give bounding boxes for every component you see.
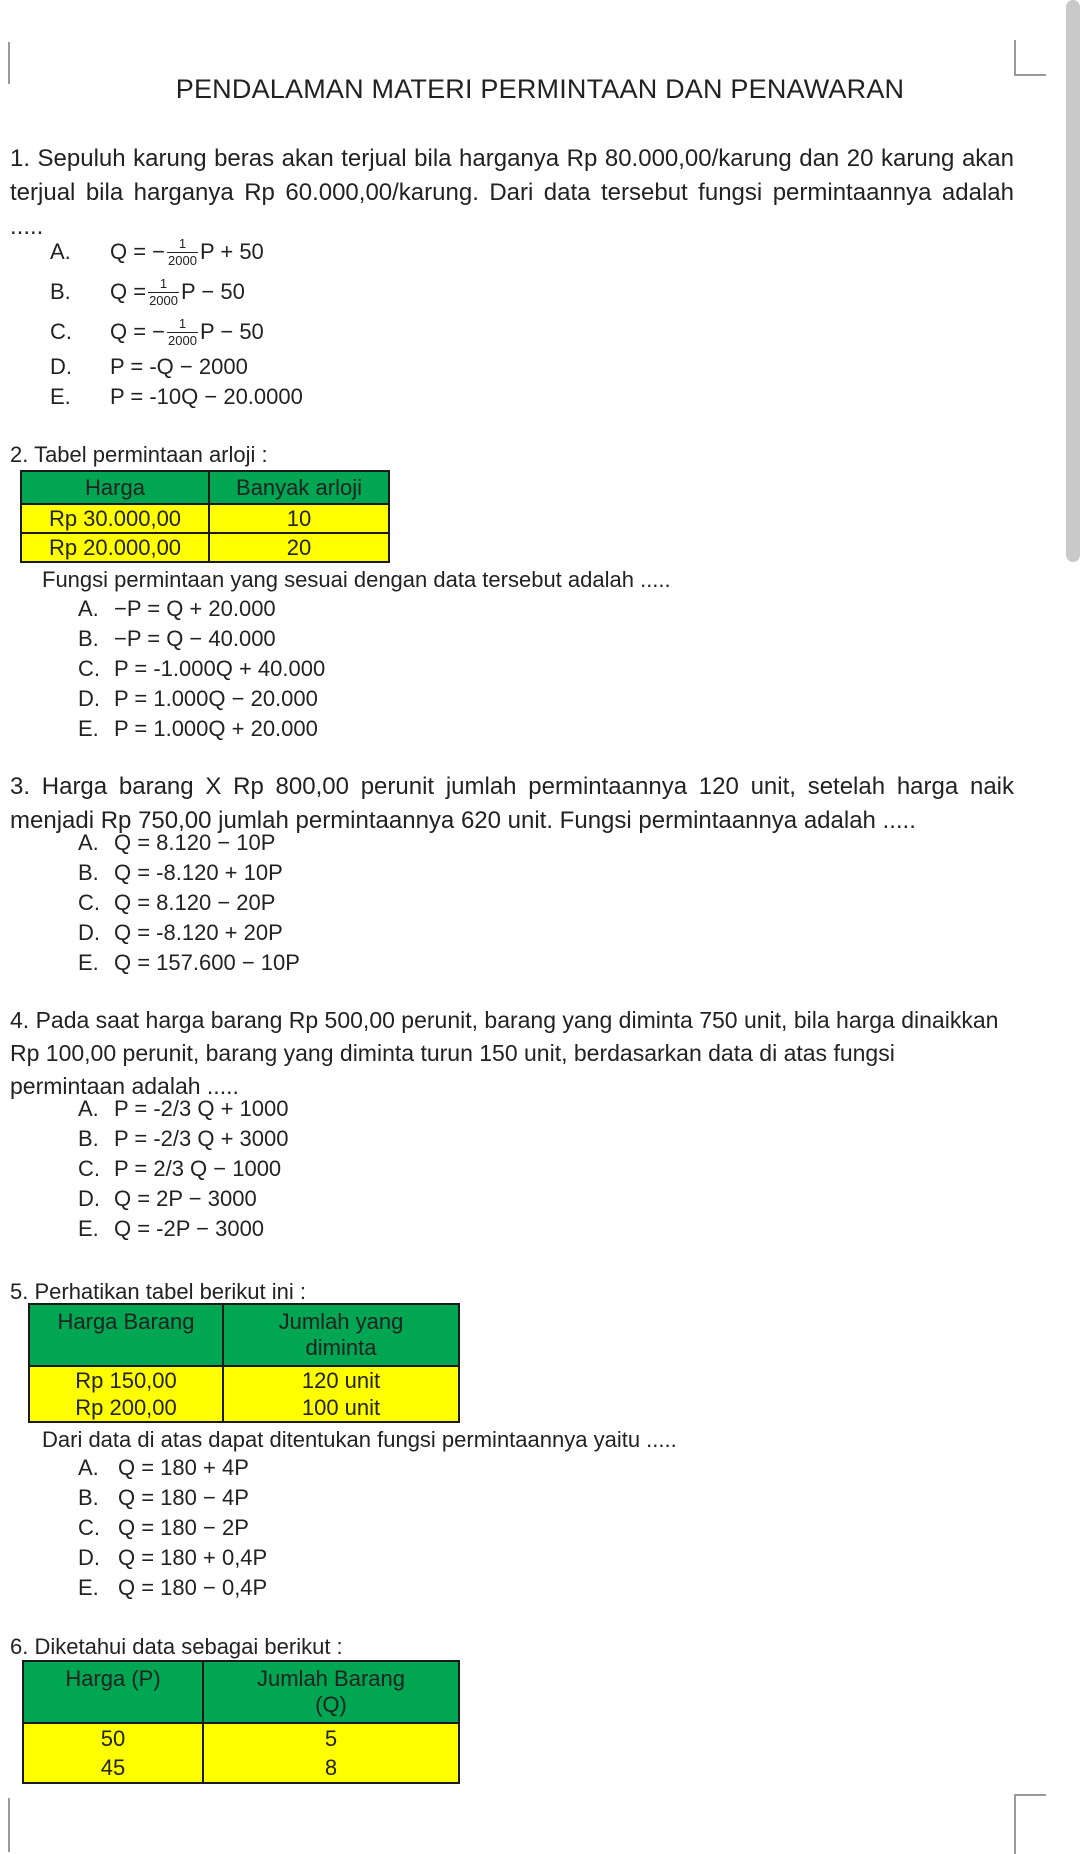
option-5b[interactable]: B. Q = 180 − 4P — [78, 1485, 249, 1510]
question-6-lead: 6. Diketahui data sebagai berikut : — [10, 1634, 343, 1659]
option-1a[interactable]: A. Q = − $\frac{1}{2000}$ P + 50 — [50, 235, 264, 268]
table-row — [23, 1753, 459, 1783]
table-header-cell: Harga (P) — [23, 1661, 203, 1723]
table-header-row — [29, 1304, 459, 1366]
question-5-options — [78, 1453, 267, 1603]
option-2c[interactable]: C. P = -1.000Q + 40.000 — [78, 656, 326, 681]
table-cell: 45 — [23, 1753, 203, 1783]
question-6-table — [22, 1660, 460, 1784]
option-5d[interactable]: D. Q = 180 + 0,4P — [78, 1545, 268, 1570]
question-4-text: 4. Pada saat harga barang Rp 500,00 perunit, barang yang diminta 750 unit, bila harga dinaikkan Rp 100,00 perunit, barang yang diminta turun 150 unit, berdasarkan data di atas fungsi permintaan adalah ..... — [10, 1007, 999, 1099]
question-2-text: Fungsi permintaan yang sesuai dengan data tersebut adalah ..... — [42, 567, 671, 592]
table-header-row — [23, 1661, 459, 1723]
table-cell: Rp 200,00 — [29, 1394, 223, 1422]
option-1e[interactable]: E. P = -10Q − 20.0000 — [50, 384, 303, 409]
option-4a[interactable]: A. P = -2/3 Q + 1000 — [78, 1096, 289, 1121]
table-cell: Rp 150,00 — [29, 1366, 223, 1394]
option-3d[interactable]: D. Q = -8.120 + 20P — [78, 920, 283, 945]
option-4c[interactable]: C. P = 2/3 Q − 1000 — [78, 1156, 282, 1181]
table-row — [29, 1366, 459, 1394]
question-1-text: 1. Sepuluh karung beras akan terjual bila harganya Rp 80.000,00/karung dan 20 karung akan terjual bila harganya Rp 60.000,00/karung. Dari data tersebut fungsi permintaannya adalah ..... — [10, 145, 1014, 240]
table-header-cell: Banyak arloji — [209, 471, 389, 504]
table-cell: 20 — [209, 533, 389, 562]
table-row — [29, 1394, 459, 1422]
option-5e[interactable]: E. Q = 180 − 0,4P — [78, 1575, 268, 1600]
option-2a[interactable]: A. −P = Q + 20.000 — [78, 596, 276, 621]
option-4d[interactable]: D. Q = 2P − 3000 — [78, 1186, 257, 1211]
table-cell: 5 — [203, 1723, 459, 1753]
fraction: $\frac{1}{2000}$ — [168, 235, 197, 268]
option-3c[interactable]: C. Q = 8.120 − 20P — [78, 890, 276, 915]
option-1d[interactable]: D. P = -Q − 2000 — [50, 354, 248, 379]
table-cell: 50 — [23, 1723, 203, 1753]
question-1-options — [50, 232, 303, 412]
table-header-cell: Harga — [21, 471, 209, 504]
option-2b[interactable]: B. −P = Q − 40.000 — [78, 626, 276, 651]
table-header-cell: Jumlah Barang (Q) — [203, 1661, 459, 1723]
option-4e[interactable]: E. Q = -2P − 3000 — [78, 1216, 265, 1241]
option-1b[interactable]: B. Q = $\frac{1}{2000}$ P − 50 — [50, 275, 245, 308]
option-5a[interactable]: A. Q = 180 + 4P — [78, 1455, 249, 1480]
question-3-text: 3. Harga barang X Rp 800,00 perunit jumlah permintaannya 120 unit, setelah harga naik menjadi Rp 750,00 jumlah permintaannya 620 unit. Fungsi permintaannya adalah ..... — [10, 773, 1014, 834]
table-header-row — [21, 471, 389, 504]
question-2-options — [78, 594, 325, 744]
fraction: $\frac{1}{2000}$ — [168, 315, 197, 348]
table-cell: 120 unit — [223, 1366, 459, 1394]
option-2e[interactable]: E. P = 1.000Q + 20.000 — [78, 716, 318, 741]
table-row — [21, 504, 389, 533]
crop-mark-bottom-left — [0, 1798, 10, 1852]
crop-mark-bottom-right — [1014, 1794, 1046, 1854]
question-2-lead: 2. Tabel permintaan arloji : — [10, 442, 268, 467]
option-2d[interactable]: D. P = 1.000Q − 20.000 — [78, 686, 318, 711]
question-5-table — [28, 1303, 460, 1423]
question-3-options — [78, 828, 300, 978]
page-title: PENDALAMAN MATERI PERMINTAAN DAN PENAWARAN — [175, 74, 905, 104]
table-cell: 10 — [209, 504, 389, 533]
question-2-table — [20, 470, 390, 563]
option-3e[interactable]: E. Q = 157.600 − 10P — [78, 950, 300, 975]
table-row — [23, 1723, 459, 1753]
table-row — [21, 533, 389, 562]
fraction: $\frac{1}{2000}$ — [149, 275, 178, 308]
table-cell: Rp 20.000,00 — [21, 533, 209, 562]
table-header-cell: Jumlah yang diminta — [223, 1304, 459, 1366]
table-cell: Rp 30.000,00 — [21, 504, 209, 533]
question-5-lead: 5. Perhatikan tabel berikut ini : — [10, 1279, 306, 1304]
question-4-options — [78, 1094, 289, 1244]
option-3b[interactable]: B. Q = -8.120 + 10P — [78, 860, 283, 885]
option-5c[interactable]: C. Q = 180 − 2P — [78, 1515, 249, 1540]
table-cell: 100 unit — [223, 1394, 459, 1422]
table-header-cell: Harga Barang — [29, 1304, 223, 1366]
table-cell: 8 — [203, 1753, 459, 1783]
option-3a[interactable]: A. Q = 8.120 − 10P — [78, 830, 276, 855]
option-1c[interactable]: C. Q = − $\frac{1}{2000}$ P − 50 — [50, 315, 264, 348]
option-4b[interactable]: B. P = -2/3 Q + 3000 — [78, 1126, 289, 1151]
crop-mark-top-right — [1014, 40, 1046, 76]
question-5-text: Dari data di atas dapat ditentukan fungsi permintaannya yaitu ..... — [42, 1427, 677, 1452]
